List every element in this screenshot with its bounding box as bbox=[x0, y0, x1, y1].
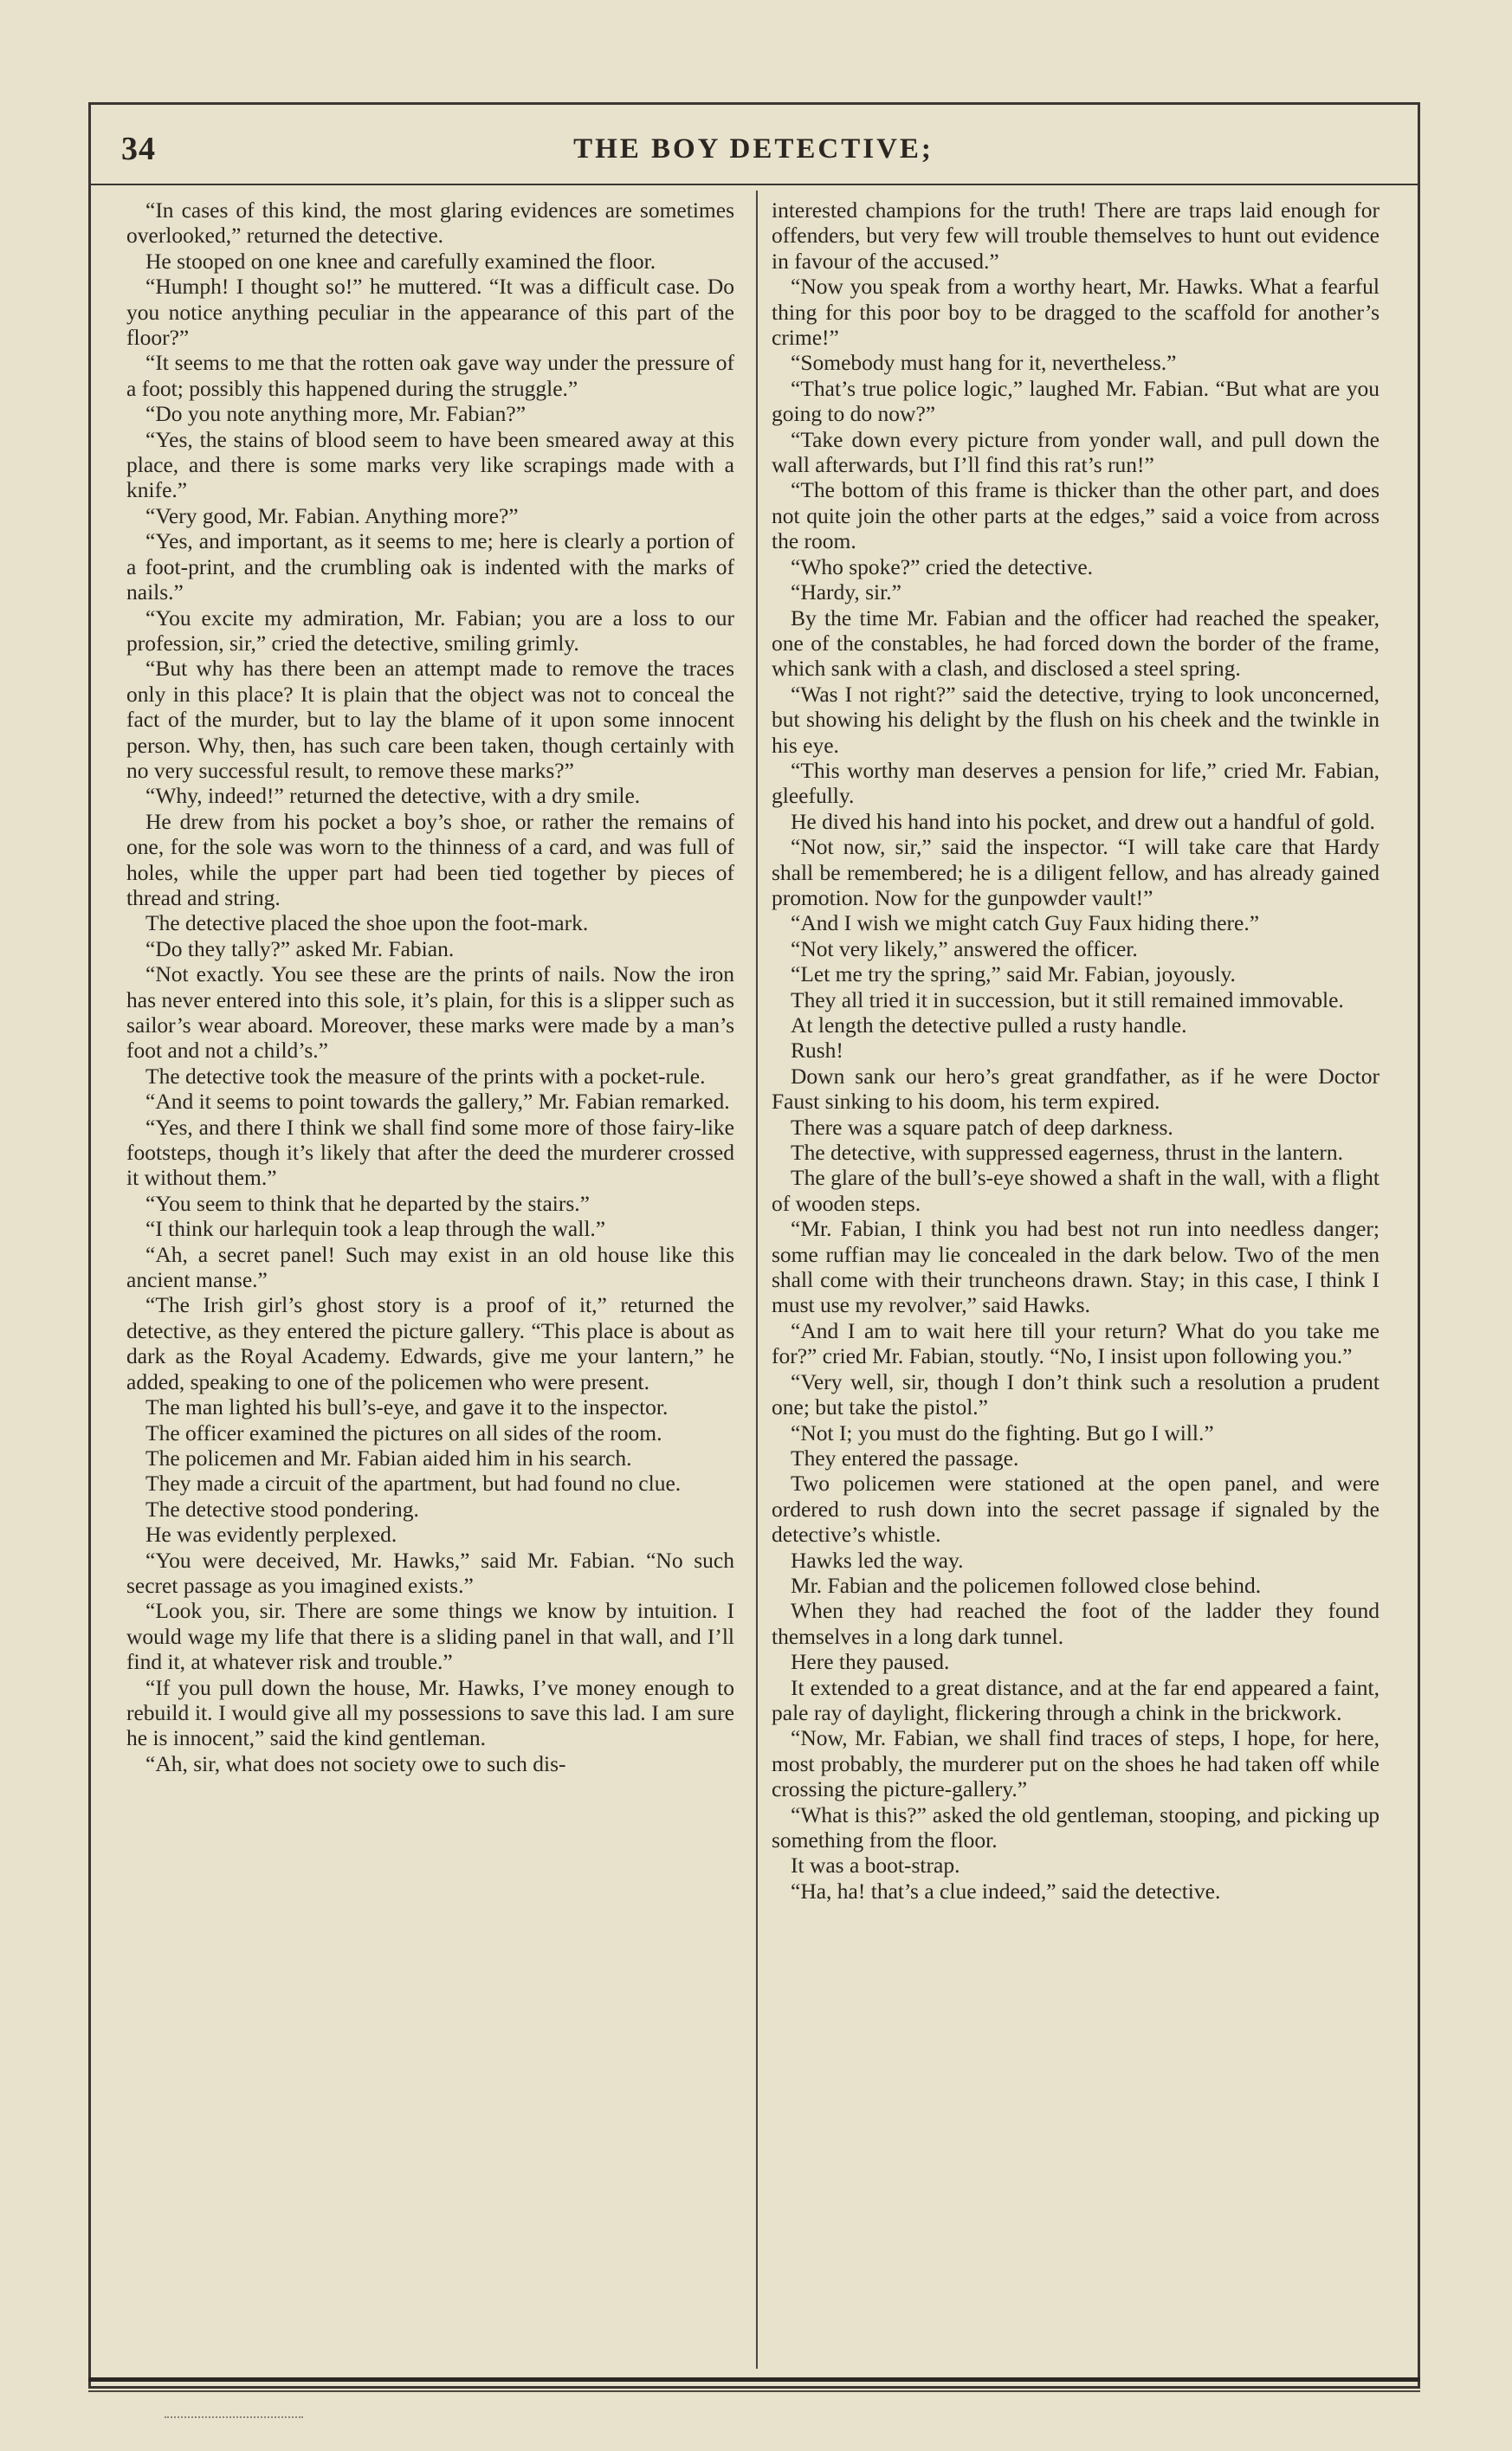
footer-mark bbox=[165, 2416, 303, 2427]
paragraph: By the time Mr. Fabian and the officer had reached the speaker, one of the constables, he had forced down the border of the frame, which sank with a clash, and disclosed a steel spring. bbox=[772, 605, 1380, 682]
paragraph: Down sank our hero’s great grandfather, as if he were Doctor Faust sinking to his doom, his term expired. bbox=[772, 1063, 1380, 1115]
paragraph: “The Irish girl’s ghost story is a proof of it,” returned the detective, as they entered the picture gallery. “This place is about as dark as the Royal Academy. Edwards, give me your lantern,” he added, speaking to one of the policemen who were present. bbox=[126, 1292, 734, 1394]
paragraph: “The bottom of this frame is thicker than the other part, and does not quite join the other parts at the edges,” said a voice from across the room. bbox=[772, 477, 1380, 554]
paragraph: “You excite my admiration, Mr. Fabian; you are a loss to our profession, sir,” cried the detective, smiling grimly. bbox=[126, 605, 734, 656]
paragraph: It was a boot-strap. bbox=[791, 1853, 960, 1879]
paragraph: He stooped on one knee and carefully examined the floor. bbox=[145, 248, 656, 274]
paragraph: The policemen and Mr. Fabian aided him in his search. bbox=[145, 1445, 632, 1471]
paragraph: The officer examined the pictures on all sides of the room. bbox=[145, 1420, 662, 1445]
paragraph: The detective stood pondering. bbox=[145, 1496, 419, 1522]
paragraph: “Not exactly. You see these are the prints of nails. Now the iron has never entered into this sole, it’s plain, for this is a slipper such as sailor’s wear aboard. Moreover, these marks were made by a man’s foot and not a child’s.” bbox=[126, 961, 734, 1064]
paragraph: At length the detective pulled a rusty handle. bbox=[791, 1012, 1187, 1038]
paragraph: Two policemen were stationed at the open panel, and were ordered to rush down into the secret passage if signaled by the detective’s whistle. bbox=[772, 1471, 1380, 1548]
right-column bbox=[772, 197, 1380, 2363]
page-header bbox=[121, 130, 1386, 178]
paragraph: “Was I not right?” said the detective, trying to look unconcerned, but showing his delight by the flush on his cheek and the twinkle in his eye. bbox=[772, 681, 1380, 758]
paragraph: They entered the passage. bbox=[791, 1445, 1019, 1471]
paragraph: “If you pull down the house, Mr. Hawks, I’ve money enough to rebuild it. I would give all my possessions to save this lad. I am sure he is innocent,” said the kind gentleman. bbox=[126, 1674, 734, 1751]
paragraph: The man lighted his bull’s-eye, and gave it to the inspector. bbox=[145, 1394, 669, 1420]
paragraph: “Take down every picture from yonder wall, and pull down the wall afterwards, but I’ll find this rat’s run!” bbox=[772, 426, 1380, 478]
paragraph: “Do they tally?” asked Mr. Fabian. bbox=[145, 935, 455, 961]
paragraph: “It seems to me that the rotten oak gave way under the pressure of a foot; possibly this happened during the struggle.” bbox=[126, 350, 734, 401]
paragraph: He dived his hand into his pocket, and drew out a handful of gold. bbox=[791, 808, 1375, 834]
paragraph: The detective, with suppressed eagerness, thrust in the lantern. bbox=[791, 1140, 1344, 1166]
paragraph: “Ha, ha! that’s a clue indeed,” said the detective. bbox=[791, 1878, 1221, 1904]
paragraph: “You seem to think that he departed by the stairs.” bbox=[145, 1190, 590, 1216]
paragraph: “Let me try the spring,” said Mr. Fabian, joyously. bbox=[791, 961, 1236, 987]
paragraph: It extended to a great distance, and at the far end appeared a faint, pale ray of daylight, flickering through a chink in the brickwork. bbox=[772, 1674, 1380, 1725]
header-rule bbox=[88, 184, 1420, 185]
paragraph: “What is this?” asked the old gentleman, stooping, and picking up something from the floor. bbox=[772, 1801, 1380, 1853]
left-column bbox=[126, 197, 734, 2363]
column-divider bbox=[756, 191, 758, 2369]
running-title: THE BOY DETECTIVE; bbox=[573, 133, 934, 165]
paragraph: He drew from his pocket a boy’s shoe, or rather the remains of one, for the sole was worn to the thinness of a card, and was full of holes, while the upper part had been tied together by pieces of thread and string. bbox=[126, 808, 734, 910]
paragraph: “I think our harlequin took a leap through the wall.” bbox=[145, 1216, 606, 1242]
paragraph: “Somebody must hang for it, nevertheless.” bbox=[791, 350, 1177, 376]
paragraph: “Yes, the stains of blood seem to have been smeared away at this place, and there is some marks very like scrapings made with a knife.” bbox=[126, 426, 734, 503]
paragraph: “In cases of this kind, the most glaring evidences are sometimes overlooked,” returned the detective. bbox=[126, 197, 734, 249]
paragraph: “Hardy, sir.” bbox=[791, 579, 901, 605]
paragraph: “Now, Mr. Fabian, we shall find traces of steps, I hope, for here, most probably, the murderer put on the shoes he had taken off while crossing the picture-gallery.” bbox=[772, 1725, 1380, 1802]
paragraph: He was evidently perplexed. bbox=[145, 1522, 397, 1548]
paragraph: The detective placed the shoe upon the foot-mark. bbox=[145, 910, 589, 936]
paragraph: “You were deceived, Mr. Hawks,” said Mr. Fabian. “No such secret passage as you imagined exists.” bbox=[126, 1547, 734, 1598]
paragraph: The glare of the bull’s-eye showed a shaft in the wall, with a flight of wooden steps. bbox=[772, 1165, 1380, 1216]
paragraph: “Who spoke?” cried the detective. bbox=[791, 553, 1094, 579]
paragraph: “Not very likely,” answered the officer. bbox=[791, 935, 1138, 961]
paragraph: “Do you note anything more, Mr. Fabian?” bbox=[145, 401, 527, 427]
bottom-rule bbox=[88, 2377, 1420, 2382]
paragraph: “Yes, and there I think we shall find some more of those fairy-like footsteps, though it’s likely that after the deed the murderer crossed it without them.” bbox=[126, 1114, 734, 1191]
paragraph: “That’s true police logic,” laughed Mr. Fabian. “But what are you going to do now?” bbox=[772, 375, 1380, 427]
bottom-rule-thin bbox=[88, 2390, 1420, 2392]
paragraph: The detective took the measure of the prints with a pocket-rule. bbox=[145, 1063, 706, 1089]
paragraph: “And I am to wait here till your return? What do you take me for?” cried Mr. Fabian, stoutly. “No, I insist upon following you.” bbox=[772, 1317, 1380, 1369]
paragraph: “Why, indeed!” returned the detective, with a dry smile. bbox=[145, 783, 641, 809]
paragraph: Rush! bbox=[791, 1038, 843, 1064]
paragraph: They made a circuit of the apartment, but had found no clue. bbox=[145, 1471, 682, 1497]
paragraph: Hawks led the way. bbox=[791, 1547, 964, 1573]
paragraph: When they had reached the foot of the ladder they found themselves in a long dark tunnel. bbox=[772, 1598, 1380, 1649]
paragraph: interested champions for the truth! There are traps laid enough for offenders, but very few will trouble themselves to hunt out evidence in favour of the accused.” bbox=[772, 197, 1380, 274]
paragraph: “Now you speak from a worthy heart, Mr. Hawks. What a fearful thing for this poor boy to be dragged to the scaffold for another’s crime!” bbox=[772, 274, 1380, 351]
paragraph: “Humph! I thought so!” he muttered. “It was a difficult case. Do you notice anything peculiar in the appearance of this part of the floor?” bbox=[126, 274, 734, 351]
paragraph: “Mr. Fabian, I think you had best not run into needless danger; some ruffian may lie concealed in the dark below. Two of the men shall come with their truncheons drawn. Stay; in this case, I think I must use my revolver,” said Hawks. bbox=[772, 1216, 1380, 1318]
paragraph: There was a square patch of deep darkness. bbox=[791, 1114, 1173, 1140]
paragraph: “Ah, sir, what does not society owe to such dis- bbox=[145, 1750, 566, 1776]
paragraph: “But why has there been an attempt made to remove the traces only in this place? It is plain that the object was not to conceal the fact of the murder, but to lay the blame of it upon some innocent person. Why, then, has such care been taken, though certainly with no very successful result, to remove these marks?” bbox=[126, 656, 734, 783]
paragraph: “Very good, Mr. Fabian. Anything more?” bbox=[145, 502, 519, 528]
page-number: 34 bbox=[121, 131, 156, 167]
paragraph: “This worthy man deserves a pension for life,” cried Mr. Fabian, gleefully. bbox=[772, 757, 1380, 809]
paragraph: “Not now, sir,” said the inspector. “I will take care that Hardy shall be remembered; he is a diligent fellow, and has already gained promotion. Now for the gunpowder vault!” bbox=[772, 834, 1380, 910]
paragraph: Mr. Fabian and the policemen followed close behind. bbox=[791, 1572, 1262, 1598]
paragraph: “And it seems to point towards the gallery,” Mr. Fabian remarked. bbox=[145, 1089, 730, 1115]
paragraph: “Not I; you must do the fighting. But go I will.” bbox=[791, 1420, 1214, 1445]
paragraph: “Very well, sir, though I don’t think such a resolution a prudent one; but take the pistol.” bbox=[772, 1368, 1380, 1420]
paragraph: “Ah, a secret panel! Such may exist in an old house like this ancient manse.” bbox=[126, 1241, 734, 1293]
paragraph: “Look you, sir. There are some things we know by intuition. I would wage my life that there is a sliding panel in that wall, and I’ll find it, at whatever risk and trouble.” bbox=[126, 1598, 734, 1675]
paragraph: “Yes, and important, as it seems to me; here is clearly a portion of a foot-print, and the crumbling oak is indented with the marks of nails.” bbox=[126, 528, 734, 605]
paragraph: Here they paused. bbox=[791, 1649, 950, 1675]
paragraph: They all tried it in succession, but it still remained immovable. bbox=[791, 986, 1344, 1012]
paragraph: “And I wish we might catch Guy Faux hiding there.” bbox=[791, 910, 1260, 936]
